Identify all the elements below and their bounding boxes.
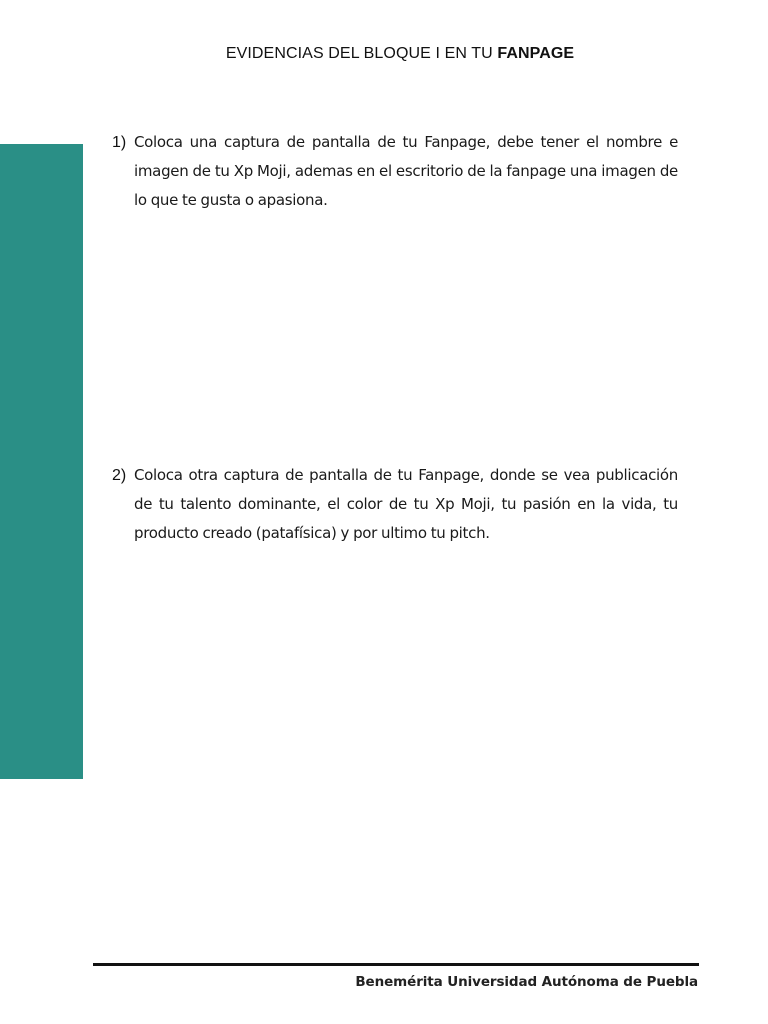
side-accent-bar [0,144,83,779]
page-title-bold: FANPAGE [497,45,575,62]
item-number: 2) [112,467,127,484]
item-number: 1) [112,134,127,151]
footer-institution: Benemérita Universidad Autónoma de Puebla [355,974,698,990]
page-title [0,45,768,63]
instruction-item-2 [112,461,678,548]
page-title-text: EVIDENCIAS DEL BLOQUE I EN TU [225,45,498,62]
item-text: Coloca otra captura de pantalla de tu Fanpage, donde se vea publicación de tu talento dominante, el color de tu Xp Moji, tu pasión en la vida, tu producto creado (patafísica) y por ultimo tu pitch. [134,466,678,542]
footer-divider [93,963,699,966]
item-text: Coloca una captura de pantalla de tu Fanpage, debe tener el nombre e imagen de tu Xp Moji, ademas en el escritorio de la fanpage una imagen de lo que te gusta o apasiona. [134,133,678,209]
instruction-item-1 [112,128,678,215]
